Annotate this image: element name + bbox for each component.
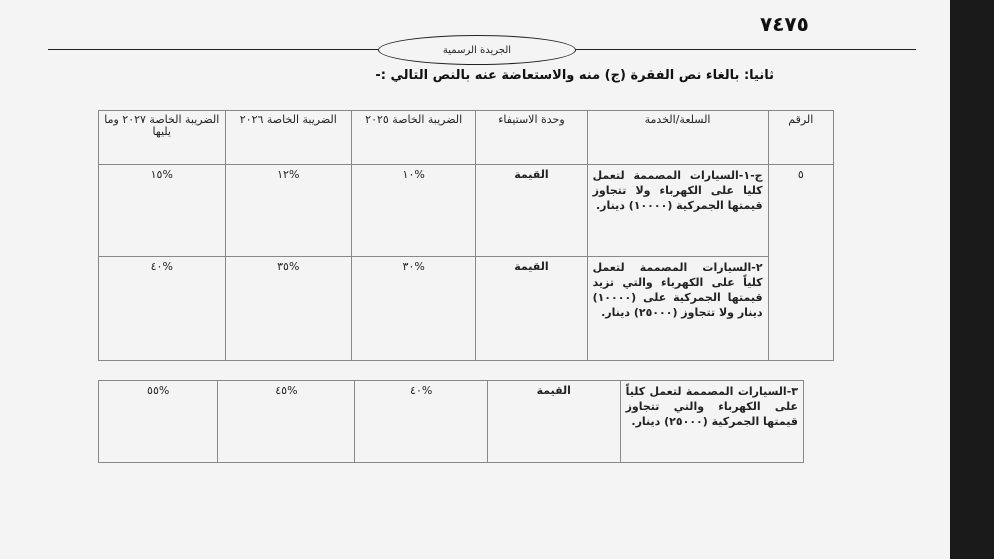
header-item: السلعة/الخدمة xyxy=(587,111,768,165)
row-item: ج-١-السيارات المصممة لتعمل كليا على الكهرباء ولا تتجاوز قيمتها الجمركية (١٠٠٠٠) دينار. xyxy=(587,165,768,257)
table-row xyxy=(99,257,834,361)
header-tax-2025: الضريبة الخاصة ٢٠٢٥ xyxy=(352,111,476,165)
gazette-label: الجريدة الرسمية xyxy=(378,35,576,65)
row-tax-2026: %٣٥ xyxy=(225,257,351,361)
header-tax-2027: الضريبة الخاصة ٢٠٢٧ وما يليها xyxy=(99,111,226,165)
row-tax-2026: %١٢ xyxy=(225,165,351,257)
row-unit: القيمة xyxy=(476,165,587,257)
row-unit: القيمة xyxy=(487,381,620,463)
header-rule-right xyxy=(574,49,916,50)
row-item: ٢-السيارات المصممة لتعمل كلياً على الكهرباء والتي تزيد قيمتها الجمركية على (١٠٠٠٠) دينار ولا تتجاوز (٢٥٠٠٠) دينار. xyxy=(587,257,768,361)
row-tax-2025: %١٠ xyxy=(352,165,476,257)
table-row xyxy=(99,381,804,463)
header-number: الرقم xyxy=(768,111,833,165)
header-rule-left xyxy=(48,49,378,50)
header-tax-2026: الضريبة الخاصة ٢٠٢٦ xyxy=(225,111,351,165)
tax-table-continued xyxy=(98,380,804,463)
table-header-row xyxy=(99,111,834,165)
intro-text: ثانيا: بالغاء نص الفقرة (ج) منه والاستعاضة عنه بالنص التالي :- xyxy=(375,68,774,83)
row-item: ٣-السيارات المصممة لتعمل كلياً على الكهرباء والتي تتجاوز قيمتها الجمركية (٢٥٠٠٠) دينار. xyxy=(620,381,803,463)
row-tax-2027: %٥٥ xyxy=(99,381,218,463)
row-unit: القيمة xyxy=(476,257,587,361)
row-number: ٥ xyxy=(768,165,833,361)
row-tax-2027: %٤٠ xyxy=(99,257,226,361)
row-tax-2027: %١٥ xyxy=(99,165,226,257)
row-tax-2026: %٤٥ xyxy=(218,381,355,463)
row-tax-2025: %٣٠ xyxy=(352,257,476,361)
page-number: ٧٤٧٥ xyxy=(760,12,809,36)
header-unit: وحدة الاستيفاء xyxy=(476,111,587,165)
table-row xyxy=(99,165,834,257)
row-tax-2025: %٤٠ xyxy=(355,381,488,463)
tax-table xyxy=(98,110,834,361)
